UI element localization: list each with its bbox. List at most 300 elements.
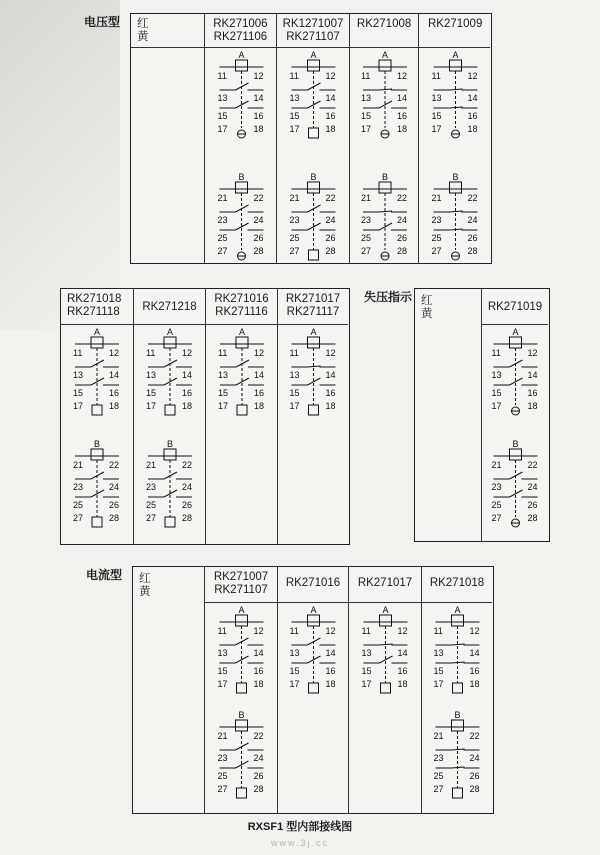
- output-box: [309, 683, 319, 693]
- voltage-table: [130, 13, 492, 264]
- terminal-label: 12: [253, 626, 264, 636]
- coil-label: B: [454, 710, 461, 720]
- terminal-label: 22: [527, 460, 538, 470]
- coil-label: A: [94, 327, 101, 337]
- model-header: [205, 14, 277, 44]
- terminal-label: 15: [360, 111, 371, 121]
- legend-red: 红: [421, 295, 433, 307]
- wiring-diagram-a: [205, 52, 278, 147]
- model-column: [481, 289, 548, 541]
- model-column: [133, 289, 205, 544]
- legend-cell: [415, 289, 481, 321]
- contact-blade: [450, 229, 463, 230]
- terminal-label: 11: [289, 348, 299, 358]
- terminal-label: 15: [218, 388, 229, 398]
- coil-box: [380, 615, 392, 626]
- wiring-diagram-b: [205, 712, 278, 807]
- model-name: RK271009: [428, 18, 483, 30]
- header-divider: [481, 324, 548, 325]
- terminal-label: 18: [253, 679, 264, 689]
- terminal-label: 22: [253, 193, 264, 203]
- wiring-diagram-b: [350, 174, 420, 269]
- terminal-label: 17: [433, 679, 444, 689]
- output-box: [381, 683, 391, 693]
- output-box: [309, 405, 319, 415]
- terminal-label: 16: [397, 666, 408, 676]
- terminal-label: 21: [491, 460, 502, 470]
- coil-box: [308, 60, 320, 71]
- terminal-label: 13: [491, 370, 502, 380]
- terminal-label: 22: [109, 460, 120, 470]
- terminal-label: 26: [253, 771, 264, 781]
- terminal-label: 28: [109, 513, 120, 523]
- terminal-label: 16: [325, 388, 336, 398]
- terminal-label: 11: [360, 71, 371, 81]
- contact-blade: [452, 749, 465, 750]
- model-name: RK271016: [214, 293, 269, 305]
- terminal-label: 11: [289, 626, 299, 636]
- section-label-undervoltage: 失压指示: [364, 290, 413, 304]
- terminal-label: 26: [109, 500, 120, 510]
- terminal-label: 16: [469, 666, 480, 676]
- terminal-label: 17: [73, 401, 84, 411]
- model-name: RK271007: [213, 571, 269, 583]
- model-name: RK271106: [213, 31, 268, 43]
- terminal-label: 24: [469, 753, 480, 763]
- coil-box: [164, 337, 176, 348]
- wiring-diagram-b: [134, 441, 206, 536]
- coil-box: [452, 615, 464, 626]
- coil-box: [236, 720, 248, 731]
- coil-label: B: [452, 172, 459, 182]
- terminal-label: 14: [467, 93, 478, 103]
- contact-blade: [450, 89, 463, 90]
- legend-column: [415, 289, 481, 541]
- contact-blade: [379, 211, 392, 212]
- model-column: [349, 14, 419, 263]
- terminal-label: 18: [254, 401, 265, 411]
- output-box: [165, 517, 175, 527]
- terminal-label: 14: [253, 93, 264, 103]
- output-box: [237, 788, 247, 798]
- coil-box: [450, 182, 462, 193]
- wiring-diagram-a: [349, 607, 422, 702]
- terminal-label: 13: [73, 370, 84, 380]
- terminal-label: 27: [289, 246, 300, 256]
- terminal-label: 15: [289, 666, 300, 676]
- output-box: [237, 683, 247, 693]
- coil-box: [379, 60, 391, 71]
- terminal-label: 23: [73, 482, 84, 492]
- coil-label: A: [239, 327, 246, 337]
- model-header: [206, 289, 277, 319]
- terminal-label: 26: [396, 233, 407, 243]
- coil-label: A: [381, 50, 388, 60]
- terminal-label: 14: [527, 370, 538, 380]
- legend-cell: [133, 567, 204, 599]
- terminal-label: 18: [469, 679, 480, 689]
- terminal-label: 13: [431, 93, 442, 103]
- terminal-label: 13: [217, 93, 228, 103]
- coil-label: B: [381, 172, 388, 182]
- coil-box: [164, 449, 176, 460]
- terminal-label: 17: [431, 124, 442, 134]
- terminal-label: 18: [253, 124, 264, 134]
- wiring-diagram-a: [419, 52, 492, 147]
- model-column: [276, 14, 349, 263]
- terminal-label: 25: [146, 500, 157, 510]
- terminal-label: 22: [469, 731, 480, 741]
- terminal-label: 24: [467, 215, 478, 225]
- wiring-diagram-a: [350, 52, 420, 147]
- coil-box: [236, 615, 248, 626]
- coil-label: A: [452, 50, 459, 60]
- header-divider: [204, 602, 492, 603]
- terminal-label: 26: [253, 233, 264, 243]
- wiring-diagram-a: [205, 607, 278, 702]
- terminal-label: 15: [73, 388, 84, 398]
- terminal-label: 14: [325, 648, 336, 658]
- terminal-label: 12: [253, 71, 264, 81]
- contact-blade: [450, 211, 463, 212]
- terminal-label: 15: [217, 666, 228, 676]
- coil-label: B: [238, 172, 245, 182]
- terminal-label: 17: [217, 679, 228, 689]
- terminal-label: 12: [254, 348, 265, 358]
- terminal-label: 17: [491, 401, 502, 411]
- terminal-label: 22: [253, 731, 264, 741]
- terminal-label: 27: [73, 513, 84, 523]
- model-column: [204, 567, 277, 813]
- coil-label: A: [238, 605, 245, 615]
- model-header: [205, 567, 277, 597]
- terminal-label: 22: [182, 460, 193, 470]
- terminal-label: 17: [289, 679, 300, 689]
- terminal-label: 18: [396, 124, 407, 134]
- terminal-label: 24: [182, 482, 193, 492]
- terminal-label: 14: [182, 370, 193, 380]
- terminal-label: 12: [325, 71, 336, 81]
- model-column: [61, 289, 133, 544]
- terminal-label: 17: [146, 401, 157, 411]
- model-header: [61, 289, 133, 319]
- terminal-label: 16: [396, 111, 407, 121]
- terminal-label: 27: [217, 246, 228, 256]
- section-label-current: 电流型: [86, 568, 123, 582]
- terminal-label: 28: [469, 784, 480, 794]
- wiring-diagram-a: [134, 329, 206, 424]
- terminal-label: 16: [109, 388, 120, 398]
- terminal-label: 14: [325, 370, 336, 380]
- terminal-label: 27: [431, 246, 442, 256]
- coil-box: [510, 337, 522, 348]
- watermark: www.3j.cc: [270, 838, 329, 848]
- terminal-label: 28: [396, 246, 407, 256]
- legend-yellow: 黄: [139, 586, 151, 598]
- terminal-label: 21: [289, 193, 300, 203]
- model-column: [205, 289, 277, 544]
- output-box: [165, 405, 175, 415]
- terminal-label: 24: [396, 215, 407, 225]
- terminal-label: 21: [217, 731, 228, 741]
- terminal-label: 25: [491, 500, 502, 510]
- terminal-label: 15: [361, 666, 372, 676]
- terminal-label: 23: [491, 482, 502, 492]
- model-header: [349, 567, 421, 590]
- legend-column: [133, 567, 204, 813]
- terminal-label: 23: [360, 215, 371, 225]
- coil-label: B: [167, 439, 174, 449]
- coil-label: B: [238, 710, 245, 720]
- terminal-label: 18: [325, 401, 336, 411]
- model-header: [350, 14, 419, 31]
- terminal-label: 17: [218, 401, 229, 411]
- terminal-label: 28: [527, 513, 538, 523]
- terminal-label: 11: [491, 348, 501, 358]
- coil-label: A: [310, 605, 317, 615]
- terminal-label: 21: [433, 731, 444, 741]
- terminal-label: 27: [217, 784, 228, 794]
- coil-label: A: [238, 50, 245, 60]
- terminal-label: 12: [325, 626, 336, 636]
- terminal-label: 17: [361, 679, 372, 689]
- coil-label: A: [382, 605, 389, 615]
- model-column: [204, 14, 277, 263]
- terminal-label: 18: [182, 401, 193, 411]
- terminal-label: 26: [325, 233, 336, 243]
- coil-box: [235, 182, 247, 193]
- terminal-label: 11: [431, 71, 442, 81]
- coil-label: A: [310, 327, 317, 337]
- terminal-label: 15: [433, 666, 444, 676]
- wiring-diagram-a: [206, 329, 278, 424]
- terminal-label: 14: [254, 370, 265, 380]
- terminal-label: 26: [527, 500, 538, 510]
- terminal-label: 23: [217, 215, 228, 225]
- terminal-label: 26: [467, 233, 478, 243]
- coil-box: [308, 182, 320, 193]
- model-name: RK271006: [213, 18, 268, 30]
- terminal-label: 27: [491, 513, 502, 523]
- terminal-label: 11: [146, 348, 156, 358]
- terminal-label: 13: [289, 648, 300, 658]
- terminal-label: 21: [73, 460, 84, 470]
- contact-blade: [450, 107, 463, 108]
- model-name: RK271017: [285, 293, 341, 305]
- undervoltage-table: [414, 288, 550, 542]
- output-box: [453, 788, 463, 798]
- terminal-label: 13: [218, 370, 229, 380]
- model-header: [278, 289, 348, 319]
- terminal-label: 22: [325, 193, 336, 203]
- model-column: [277, 567, 348, 813]
- terminal-label: 23: [146, 482, 157, 492]
- terminal-label: 16: [325, 111, 336, 121]
- model-name: RK271107: [214, 584, 268, 596]
- terminal-label: 17: [289, 401, 300, 411]
- terminal-label: 28: [253, 246, 264, 256]
- terminal-label: 18: [325, 124, 336, 134]
- model-name: RK271118: [67, 306, 120, 318]
- terminal-label: 16: [527, 388, 538, 398]
- terminal-label: 16: [467, 111, 478, 121]
- model-column: [348, 567, 421, 813]
- terminal-label: 21: [431, 193, 442, 203]
- terminal-label: 12: [109, 348, 120, 358]
- section-label-voltage: 电压型: [84, 15, 121, 29]
- terminal-label: 21: [146, 460, 157, 470]
- model-name: RK1271007: [282, 18, 344, 30]
- terminal-label: 12: [467, 71, 478, 81]
- model-name: RK271218: [142, 301, 197, 313]
- coil-label: A: [167, 327, 174, 337]
- terminal-label: 17: [289, 124, 300, 134]
- coil-label: A: [512, 327, 519, 337]
- terminal-label: 22: [467, 193, 478, 203]
- model-header: [419, 14, 491, 31]
- model-name: RK271018: [429, 577, 485, 589]
- terminal-label: 24: [109, 482, 120, 492]
- terminal-label: 18: [467, 124, 478, 134]
- output-box: [309, 128, 319, 138]
- terminal-label: 18: [527, 401, 538, 411]
- terminal-label: 14: [396, 93, 407, 103]
- model-name: RK271107: [286, 31, 340, 43]
- terminal-label: 28: [467, 246, 478, 256]
- terminal-label: 16: [182, 388, 193, 398]
- coil-box: [308, 337, 320, 348]
- terminal-label: 14: [253, 648, 264, 658]
- terminal-label: 25: [289, 233, 300, 243]
- terminal-label: 24: [325, 215, 336, 225]
- terminal-label: 23: [433, 753, 444, 763]
- terminal-label: 11: [73, 348, 83, 358]
- wiring-diagram-a: [479, 329, 552, 424]
- legend-yellow: 黄: [137, 31, 149, 43]
- coil-box: [452, 720, 464, 731]
- terminal-label: 14: [469, 648, 480, 658]
- model-name: RK271117: [286, 306, 340, 318]
- terminal-label: 13: [146, 370, 157, 380]
- wiring-diagram-a: [61, 329, 133, 424]
- terminal-label: 11: [433, 626, 443, 636]
- terminal-label: 18: [397, 679, 408, 689]
- wiring-diagram-b: [61, 441, 133, 536]
- legend-red: 红: [139, 573, 151, 585]
- terminal-label: 16: [254, 388, 265, 398]
- wiring-diagram-b: [277, 174, 350, 269]
- terminal-label: 11: [217, 71, 227, 81]
- wiring-diagram-a: [278, 329, 349, 424]
- terminal-label: 17: [217, 124, 228, 134]
- wiring-diagram-a: [422, 607, 493, 702]
- terminal-label: 13: [217, 648, 228, 658]
- terminal-label: 25: [433, 771, 444, 781]
- coil-box: [236, 337, 248, 348]
- output-box: [309, 250, 319, 260]
- terminal-label: 24: [253, 215, 264, 225]
- terminal-label: 28: [182, 513, 193, 523]
- output-box: [453, 683, 463, 693]
- coil-label: B: [512, 439, 519, 449]
- terminal-label: 11: [217, 626, 227, 636]
- figure-caption: RXSF1 型内部接线图: [247, 821, 353, 833]
- wiring-diagram-a: [278, 607, 349, 702]
- coil-box: [308, 615, 320, 626]
- terminal-label: 15: [431, 111, 442, 121]
- terminal-label: 11: [218, 348, 228, 358]
- terminal-label: 14: [397, 648, 408, 658]
- terminal-label: 24: [527, 482, 538, 492]
- contact-blade: [379, 89, 392, 90]
- terminal-label: 16: [325, 666, 336, 676]
- terminal-label: 15: [289, 388, 300, 398]
- model-name: RK271116: [215, 306, 268, 318]
- terminal-label: 24: [253, 753, 264, 763]
- model-header: [422, 567, 492, 590]
- terminal-label: 27: [360, 246, 371, 256]
- terminal-label: 12: [396, 71, 407, 81]
- terminal-label: 14: [325, 93, 336, 103]
- model-name: RK271017: [357, 577, 413, 589]
- model-name: RK271008: [356, 18, 412, 30]
- terminal-label: 13: [289, 93, 300, 103]
- contact-blade: [452, 767, 465, 768]
- legend-red: 红: [137, 18, 149, 30]
- model-column: [277, 289, 348, 544]
- terminal-label: 12: [325, 348, 336, 358]
- terminal-label: 25: [73, 500, 84, 510]
- terminal-label: 12: [182, 348, 193, 358]
- terminal-label: 27: [146, 513, 157, 523]
- coil-box: [510, 449, 522, 460]
- contact-blade: [380, 644, 393, 645]
- terminal-label: 15: [491, 388, 502, 398]
- wiring-diagram-b: [479, 441, 552, 536]
- model-header: [278, 567, 348, 590]
- terminal-label: 25: [217, 771, 228, 781]
- legend-column: [131, 14, 204, 263]
- terminal-label: 22: [396, 193, 407, 203]
- coil-box: [91, 449, 103, 460]
- terminal-label: 14: [109, 370, 120, 380]
- terminal-label: 15: [217, 111, 228, 121]
- terminal-label: 28: [253, 784, 264, 794]
- voltage-table-2: [60, 288, 350, 545]
- model-column: [418, 14, 491, 263]
- wiring-diagram-a: [277, 52, 350, 147]
- terminal-label: 13: [289, 370, 300, 380]
- terminal-label: 11: [361, 626, 371, 636]
- terminal-label: 16: [253, 111, 264, 121]
- terminal-label: 13: [360, 93, 371, 103]
- coil-label: B: [94, 439, 101, 449]
- coil-label: B: [310, 172, 317, 182]
- coil-label: A: [310, 50, 317, 60]
- terminal-label: 23: [289, 215, 300, 225]
- terminal-label: 25: [431, 233, 442, 243]
- terminal-label: 21: [360, 193, 371, 203]
- current-table: [132, 566, 494, 814]
- terminal-label: 27: [433, 784, 444, 794]
- wiring-diagram-b: [422, 712, 493, 807]
- coil-box: [450, 60, 462, 71]
- legend-cell: [131, 14, 204, 44]
- terminal-label: 23: [431, 215, 442, 225]
- wiring-diagram-b: [205, 174, 278, 269]
- terminal-label: 15: [146, 388, 157, 398]
- terminal-label: 12: [397, 626, 408, 636]
